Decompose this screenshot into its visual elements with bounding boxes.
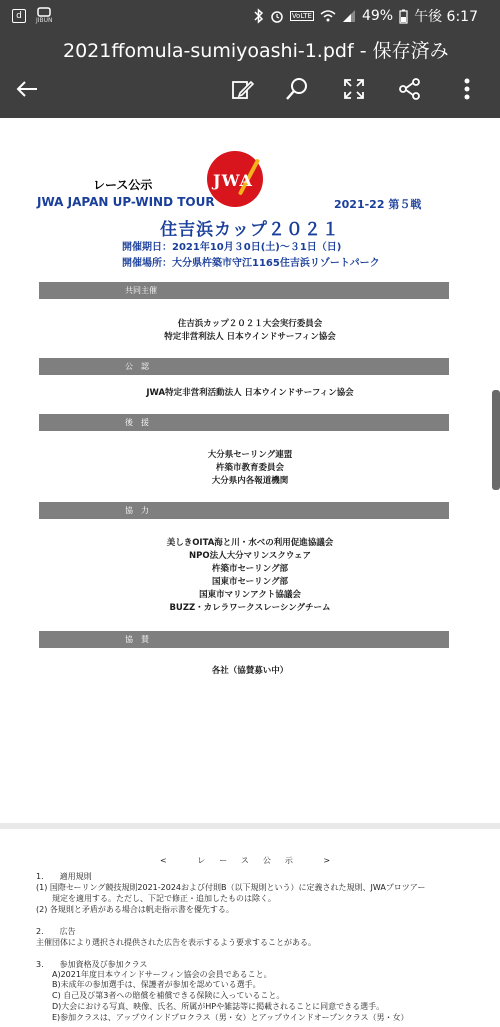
section-line: 大分県セーリング連盟 <box>207 450 293 460</box>
section-bar-cooperation <box>39 502 449 519</box>
section-line: BUZZ・カレラワークスレーシングチーム <box>169 603 331 613</box>
page2-line: 主催団体により選択され提供された広告を表示するよう要求することがある。 <box>36 938 316 947</box>
clock: 午後 6:17 <box>414 9 478 25</box>
event-details <box>122 240 380 272</box>
status-left <box>12 7 53 24</box>
page2-line: 規定を適用する。ただし、下記で修正・追加したものは除く。 <box>36 894 276 903</box>
section-body-support <box>0 449 500 488</box>
section-line: NPO法人大分マリンスクウェア <box>189 551 311 561</box>
section-line: 杵築市教育委員会 <box>215 463 284 473</box>
section-line: 大分県内各報道機関 <box>211 476 289 486</box>
section-body-sponsors <box>0 665 500 678</box>
page2-line: 1. 適用規則 <box>36 872 92 881</box>
page2-line: 3. 参加資格及び参加クラス <box>36 960 148 969</box>
bluetooth-icon <box>254 8 264 24</box>
section-bar-sponsors <box>39 631 449 648</box>
search-icon[interactable] <box>284 76 310 102</box>
tour-name: JWA JAPAN UP-WIND TOUR <box>37 195 215 209</box>
more-icon[interactable] <box>454 76 480 102</box>
section-line: JWA特定非営利活動法人 日本ウインドサーフィン協会 <box>146 388 354 398</box>
share-icon[interactable] <box>397 76 423 102</box>
scroll-handle[interactable] <box>492 390 500 490</box>
jibun-bank-icon <box>36 7 53 24</box>
fullscreen-icon[interactable] <box>341 76 367 102</box>
round-label: 2021-22 第５戦 <box>334 198 422 211</box>
section-bar-authorized <box>39 358 449 375</box>
back-arrow-icon[interactable] <box>14 76 40 102</box>
date-line: 開催期日：2021年10月３0日(土)～３1日（日) <box>122 242 342 253</box>
section-line: 各社（協賛募い中） <box>211 666 289 676</box>
section-bar-cohost <box>39 282 449 299</box>
page2-line: D)大会における写真、映像、氏名、所属がHPや雑誌等に掲載されることに同意できる選手。 <box>36 1002 385 1011</box>
signal-icon <box>342 9 356 23</box>
status-right <box>254 6 478 26</box>
event-title: 住吉浜カップ２０２１ <box>160 220 340 240</box>
section-label: 協 賛 <box>125 635 149 644</box>
page2-line: (1) 国際セーリング競技規則2021-2024および付則B（以下規則という）に定義された規則、JWAプロツアー <box>36 883 426 892</box>
alarm-icon <box>270 9 284 23</box>
section-label: 共同主催 <box>125 286 157 295</box>
page2-line: B)未成年の参加選手は、保護者が参加を認めている選手。 <box>36 980 261 989</box>
section-line: 特定非営利法人 日本ウインドサーフィン協会 <box>164 332 336 342</box>
section-body-cooperation <box>0 537 500 615</box>
venue-line: 開催場所：大分県杵築市守江1165住吉浜リゾートパーク <box>122 258 380 269</box>
d-icon: d <box>12 9 26 23</box>
section-line: 美しきOITA海と川・水べの利用促進協議会 <box>166 538 334 548</box>
section-line: 国東市セーリング部 <box>212 577 288 587</box>
document-title: 2021ffomula-sumiyoashi-1.pdf - 保存済み <box>63 40 449 62</box>
page2-heading: < レース公示 > <box>160 856 345 865</box>
app-bar <box>0 30 500 118</box>
edit-icon[interactable] <box>229 76 255 102</box>
page2-line: 2. 広告 <box>36 927 76 936</box>
page2-line: C) 自己及び第3者への賠償を補償できる保険に入っていること。 <box>36 991 285 1000</box>
wifi-icon <box>320 9 336 23</box>
section-body-authorized <box>0 387 500 400</box>
section-line: 杵築市セーリング部 <box>212 564 288 574</box>
section-body-cohost <box>0 318 500 344</box>
page2-line: E)参加クラスは、アップウインドプロクラス（男・女）とアップウインドオープンクラス（男・女） <box>36 1013 409 1022</box>
jibun-label: JIBUN <box>36 17 53 24</box>
section-label: 協 力 <box>125 506 149 515</box>
battery-level: 49% <box>361 8 394 24</box>
battery-icon <box>399 9 408 24</box>
page2-line: A)2021年度日本ウインドサーフィン協会の会員であること。 <box>36 970 272 979</box>
logo-text: JWA <box>213 171 253 190</box>
section-line: 国東市マリンアクト協議会 <box>199 590 301 600</box>
section-bar-support <box>39 414 449 431</box>
jwa-logo <box>207 151 265 211</box>
volte-icon: VoLTE <box>291 12 312 20</box>
status-bar <box>0 0 500 30</box>
document-kind: レース公示 <box>93 178 153 192</box>
section-label: 後 援 <box>125 418 149 427</box>
section-label: 公 認 <box>125 362 149 371</box>
page2-line: (2) 各規則と矛盾がある場合は帆走指示書を優先する。 <box>36 905 234 914</box>
section-line: 住吉浜カップ２０２１大会実行委員会 <box>177 319 323 329</box>
